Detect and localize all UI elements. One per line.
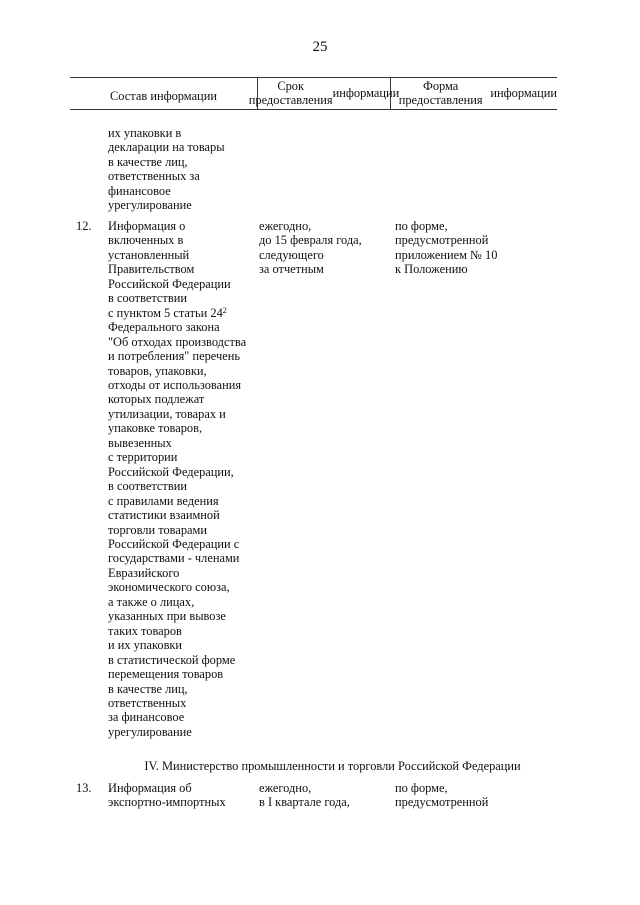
text-line: ответственных за — [108, 169, 200, 184]
text-line: таких товаров — [108, 623, 182, 638]
header-col-form — [391, 78, 557, 108]
text-line: декларации на товары — [108, 140, 225, 155]
text-line: Информация об — [108, 781, 192, 795]
section-title: IV. Министерство промышленности и торговли Российской Федерации — [144, 759, 521, 773]
text-line: в I квартале года, — [259, 795, 350, 810]
text-line: урегулирование — [108, 198, 192, 213]
text-line: урегулирование — [108, 724, 192, 739]
text-line: в статистической форме — [108, 652, 236, 667]
text-line: упаковке товаров, — [108, 421, 203, 436]
text-line: Информация о — [108, 219, 186, 233]
text-line: Федерального закона — [108, 320, 220, 335]
row-12-form — [395, 219, 497, 277]
row-13-number: 13. — [76, 781, 92, 795]
row-13-composition — [108, 781, 226, 810]
text-line: Состав информации — [110, 89, 217, 103]
text-line: указанных при вывозе — [108, 609, 226, 624]
text-line: в соответствии — [108, 291, 187, 306]
text-line: с территории — [108, 450, 178, 465]
text-line: Российской Федерации с — [108, 536, 240, 551]
text-line: которых подлежат — [108, 392, 205, 407]
row-12-composition-part-b — [108, 320, 246, 739]
text-line: Форма предоставления — [398, 79, 483, 107]
text-line: предусмотренной — [395, 233, 489, 248]
text-line: утилизации, товарах и — [108, 406, 226, 421]
text-line: информации — [490, 86, 557, 100]
text-line: до 15 февраля года, — [259, 233, 362, 248]
row-12-composition — [108, 219, 246, 739]
row-12-number: 12. — [76, 219, 92, 233]
text-line: Российской Федерации — [108, 276, 231, 291]
text-line: Срок предоставления — [248, 79, 333, 107]
text-line: ответственных — [108, 695, 187, 710]
text-line: включенных в — [108, 233, 184, 248]
text-line: Евразийского — [108, 565, 180, 580]
text-line: статистики взаимной — [108, 508, 220, 523]
superscript: 2 — [222, 305, 227, 315]
text-line: к Положению — [395, 262, 468, 277]
text-line: с правилами ведения — [108, 493, 219, 508]
text-line: а также о лицах, — [108, 594, 195, 609]
text-line: в соответствии — [108, 479, 187, 494]
text-line: за финансовое — [108, 710, 185, 725]
text-line: отходы от использования — [108, 377, 242, 392]
text-line: финансовое — [108, 183, 171, 198]
text-line: товаров, упаковки, — [108, 363, 207, 378]
text-line: предусмотренной — [395, 795, 489, 810]
text-line: государствами - членами — [108, 551, 240, 566]
row-13-form — [395, 781, 488, 810]
header-col-composition — [70, 78, 257, 108]
text-line: Правительством — [108, 262, 195, 277]
text-line: и их упаковки — [108, 638, 183, 653]
text-line: экономического союза, — [108, 580, 230, 595]
text-line: ежегодно, — [259, 219, 312, 233]
row-13-deadline — [259, 781, 350, 810]
text-line: ежегодно, — [259, 781, 312, 795]
row-12-composition-part-a — [108, 219, 246, 306]
row-12-deadline — [259, 219, 362, 277]
text-line: следующего — [259, 247, 324, 262]
text-line: по форме, — [395, 219, 448, 233]
text-line: Российской Федерации, — [108, 464, 234, 479]
text-line: перемещения товаров — [108, 667, 224, 682]
text-line: информации — [332, 86, 400, 100]
table-header-bottom-rule — [70, 109, 557, 110]
text-line: их упаковки в — [108, 126, 182, 140]
text-line: по форме, — [395, 781, 448, 795]
text-line: за отчетным — [259, 262, 324, 277]
text-line: торговли товарами — [108, 522, 208, 537]
text-line: приложением № 10 — [395, 247, 498, 262]
row-continued-composition — [108, 126, 225, 213]
text-line: экспортно-импортных — [108, 795, 226, 810]
page-number: 25 — [312, 39, 328, 55]
text-line: и потребления" перечень — [108, 349, 240, 364]
text-line: "Об отходах производства — [108, 334, 247, 349]
text-line: в качестве лиц, — [108, 681, 188, 696]
text-line: установленный — [108, 247, 190, 262]
row-12-law-reference: с пунктом 5 статьи $24^2$ — [108, 305, 227, 320]
text-line: в качестве лиц, — [108, 154, 188, 169]
text-line: вывезенных — [108, 435, 172, 450]
header-col-deadline — [248, 78, 400, 108]
